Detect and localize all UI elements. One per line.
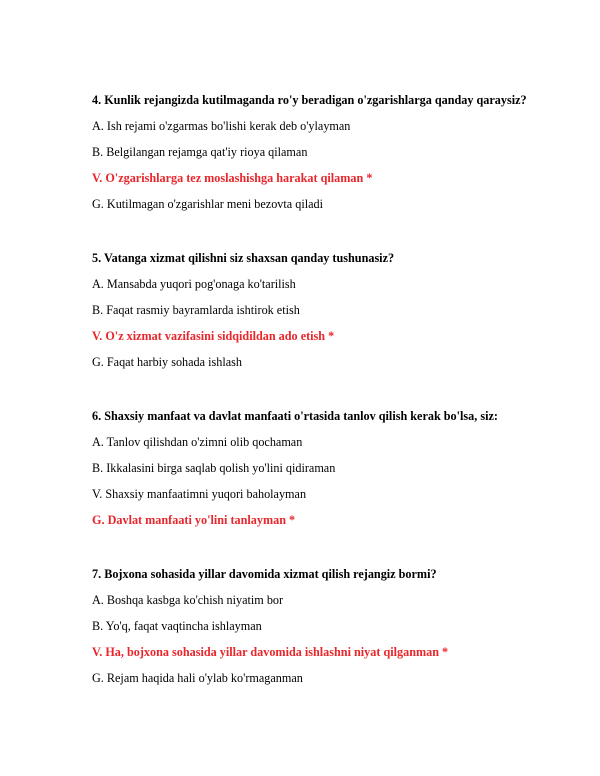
answer-option-g: G. Faqat harbiy sohada ishlash xyxy=(92,355,242,369)
answer-option-a: A. Tanlov qilishdan o'zimni olib qochaman xyxy=(92,435,303,449)
answer-option-v-correct: V. O'z xizmat vazifasini sidqidildan ado etish * xyxy=(92,329,335,343)
answer-option-a: A. Mansabda yuqori pog'onaga ko'tarilish xyxy=(92,277,296,291)
answer-option-v-correct: V. Ha, bojxona sohasida yillar davomida ishlashni niyat qilganman * xyxy=(92,645,449,659)
question-7 xyxy=(92,567,572,686)
question-5 xyxy=(92,251,572,370)
answer-option-b: B. Yo'q, faqat vaqtincha ishlayman xyxy=(92,619,262,633)
question-title: 6. Shaxsiy manfaat va davlat manfaati o'rtasida tanlov qilish kerak bo'lsa, siz: xyxy=(92,409,498,423)
answer-option-b: B. Belgilangan rejamga qat'iy rioya qilaman xyxy=(92,145,308,159)
answer-option-b: B. Ikkalasini birga saqlab qolish yo'lini qidiraman xyxy=(92,461,336,475)
answer-option-g: G. Rejam haqida hali o'ylab ko'rmaganman xyxy=(92,671,303,685)
question-4 xyxy=(92,93,572,212)
question-title: 7. Bojxona sohasida yillar davomida xizmat qilish rejangiz bormi? xyxy=(92,567,437,581)
answer-option-g: G. Kutilmagan o'zgarishlar meni bezovta qiladi xyxy=(92,197,323,211)
question-title: 5. Vatanga xizmat qilishni siz shaxsan qanday tushunasiz? xyxy=(92,251,395,265)
question-title: 4. Kunlik rejangizda kutilmaganda ro'y beradigan o'zgarishlarga qanday qaraysiz? xyxy=(92,93,527,107)
answer-option-a: A. Boshqa kasbga ko'chish niyatim bor xyxy=(92,593,284,607)
answer-option-a: A. Ish rejami o'zgarmas bo'lishi kerak deb o'ylayman xyxy=(92,119,351,133)
answer-option-v-correct: V. O'zgarishlarga tez moslashishga harakat qilaman * xyxy=(92,171,373,185)
answer-option-b: B. Faqat rasmiy bayramlarda ishtirok etish xyxy=(92,303,300,317)
answer-option-g-correct: G. Davlat manfaati yo'lini tanlayman * xyxy=(92,513,296,527)
answer-option-v: V. Shaxsiy manfaatimni yuqori baholayman xyxy=(92,487,307,501)
question-6 xyxy=(92,409,572,528)
